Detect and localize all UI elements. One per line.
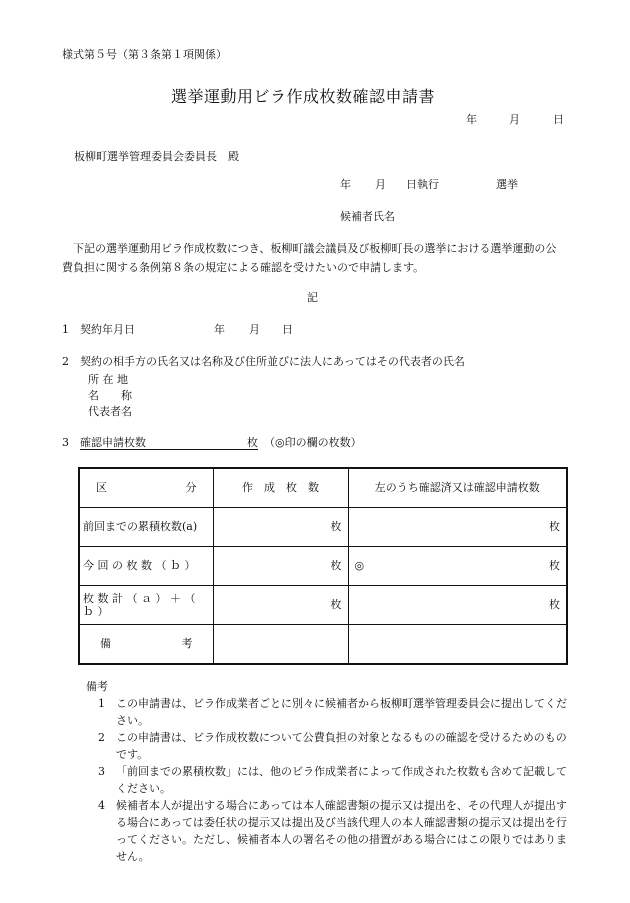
header-category	[79, 468, 213, 508]
note-item	[98, 729, 568, 763]
item2-label: 契約の相手方の氏名又は名称及び住所並びに法人にあってはその代表者の氏名	[80, 355, 465, 368]
note-item	[98, 763, 568, 797]
confirmed-count-cell[interactable]	[348, 586, 567, 625]
confirmed-count-cell[interactable]	[348, 508, 567, 547]
row-label: 前回までの累積枚数(a)	[79, 508, 213, 547]
unit-mai: 枚	[549, 520, 560, 534]
address-label: 所 在 地	[88, 373, 128, 386]
ki-heading: 記	[307, 291, 318, 304]
item3-unit: 枚	[247, 436, 258, 449]
note-text: この申請書は、ビラ作成業者ごとに別々に候補者から板柳町選挙管理委員会に提出してください。	[116, 697, 567, 727]
representative-label: 代表者名	[88, 405, 132, 418]
remarks-cell[interactable]	[213, 625, 348, 665]
item1-label: 契約年月日	[80, 323, 135, 336]
note-number: 1	[98, 697, 105, 710]
date-year-label: 年	[466, 113, 477, 126]
note-number: 4	[98, 799, 105, 812]
item1-month-label: 月	[249, 323, 260, 336]
produced-count-cell[interactable]: 枚	[213, 586, 348, 625]
produced-count-cell[interactable]: 枚	[213, 547, 348, 586]
election-day-label: 日執行	[406, 178, 439, 191]
item3-note: （◎印の欄の枚数）	[264, 436, 362, 449]
document-title: 選挙運動用ビラ作成枚数確認申請書	[171, 87, 436, 106]
remarks-kou: 考	[181, 637, 193, 651]
note-number: 2	[98, 731, 105, 744]
note-text: 候補者本人が提出する場合にあっては本人確認書類の提示又は提出を、その代理人が提出する場合にあっては委任状の提示又は提出及び当該代理人の本人確認書類の提示又は提出を行ってください。ただし、候補者本人の署名その他の措置がある場合にはこの限りではありません。	[116, 799, 567, 863]
table-header-row	[79, 468, 567, 508]
intro-text: 下記の選挙運動用ビラ作成枚数につき、板柳町議会議員及び板柳町長の選挙における選挙運動の公費負担に関する条例第８条の規定による確認を受けたいので申請します。	[62, 242, 557, 274]
remarks-bi: 備	[100, 637, 111, 651]
remarks-label	[79, 625, 213, 665]
note-text: 「前回までの累積枚数」には、他のビラ作成業者によって作成された枚数も含めて記載してください。	[116, 765, 567, 795]
item1-number: 1	[62, 323, 69, 336]
note-item	[98, 797, 568, 865]
item1-year-label: 年	[214, 323, 225, 336]
candidate-name-label: 候補者氏名	[340, 210, 395, 223]
addressee: 板柳町選挙管理委員会委員長 殿	[74, 150, 239, 163]
item2-number: 2	[62, 355, 69, 368]
item3-number: 3	[62, 436, 69, 449]
note-number: 3	[98, 765, 105, 778]
header-produced-count: 作 成 枚 数	[213, 468, 348, 508]
unit-mai: 枚	[549, 559, 560, 573]
election-month-label: 月	[375, 178, 386, 191]
table-row	[79, 586, 567, 625]
confirmed-count-cell[interactable]	[348, 547, 567, 586]
count-table	[78, 467, 568, 665]
notes-title: 備考	[86, 680, 108, 693]
produced-count-cell[interactable]: 枚	[213, 508, 348, 547]
note-item	[98, 695, 568, 729]
row-label: 枚 数 計 （ ａ ） ＋ （ ｂ ）	[79, 586, 213, 625]
date-month-label: 月	[509, 113, 520, 126]
date-day-label: 日	[553, 113, 564, 126]
election-label: 選挙	[496, 178, 518, 191]
form-number: 様式第５号（第３条第１項関係）	[62, 48, 227, 61]
item1-day-label: 日	[282, 323, 293, 336]
header-category-ku: 区	[96, 481, 107, 495]
company-name-label: 名 称	[88, 389, 132, 402]
note-text: この申請書は、ビラ作成枚数について公費負担の対象となるものの確認を受けるためのものです。	[116, 731, 567, 761]
table-row	[79, 508, 567, 547]
header-confirmed-count: 左のうち確認済又は確認申請枚数	[348, 468, 567, 508]
item3-underlined-field	[80, 436, 258, 450]
unit-mai: 枚	[549, 598, 560, 612]
table-row	[79, 547, 567, 586]
header-category-bun: 分	[185, 481, 197, 495]
election-year-label: 年	[340, 178, 351, 191]
item3-label: 確認申請枚数	[80, 436, 247, 450]
row-label: 今 回 の 枚 数 （ ｂ ）	[79, 547, 213, 586]
double-circle-mark: ◎	[354, 559, 365, 573]
remarks-row	[79, 625, 567, 665]
remarks-cell-right[interactable]	[348, 625, 567, 665]
intro-paragraph	[62, 239, 566, 277]
